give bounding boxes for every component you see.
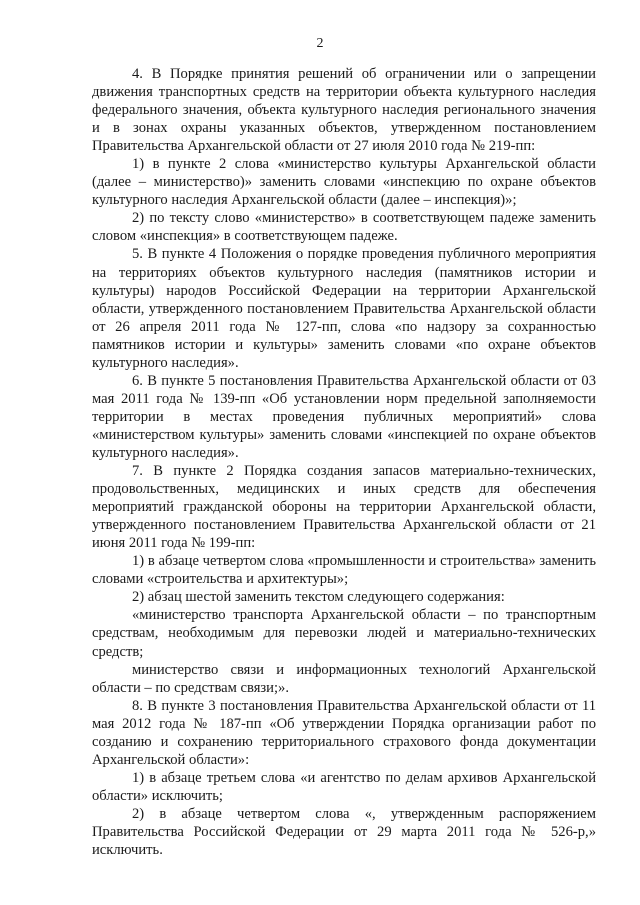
paragraph-item-7-2: 2) абзац шестой заменить текстом следующего содержания: xyxy=(132,589,505,606)
page-number: 2 xyxy=(316,36,324,51)
replacement-text-transport: «министерство транспорта Архангельской области – по транспортным средствам, необходимым для перевозки людей и материально-технических средств; xyxy=(92,607,596,660)
document-body xyxy=(92,65,596,859)
paragraph-item-8-2: 2) в абзаце четвертом слова «, утвержденным распоряжением Правительства Российской Федерации от 29 марта 2011 года № 526-р,» исключить. xyxy=(92,805,596,859)
paragraph-item-4-1: 1) в пункте 2 слова «министерство культуры Архангельской области (далее – министерство)» заменить словами «инспекцию по охране объектов культурного наследия Архангельской области (далее – инспекция)»; xyxy=(92,156,596,209)
paragraph-item-7: 7. В пункте 2 Порядка создания запасов материально-технических, продовольственных, медицинских и иных средств для обеспечения мероприятий гражданской обороны на территории Архангельской области, утвержденного постановлением Правительства Архангельской области от 21 июня 2011 года № 199-пп: xyxy=(92,463,596,552)
paragraph-item-8-1: 1) в абзаце третьем слова «и агентство по делам архивов Архангельской области» исключить; xyxy=(92,769,596,804)
paragraph-item-6: 6. В пункте 5 постановления Правительства Архангельской области от 03 мая 2011 года № 139-пп «Об установлении норм предельной заполняемости территории в местах проведения публичных мероприятий» слова «министерством культуры» заменить словами «инспекцией по охране объектов культурного наследия». xyxy=(92,372,596,461)
paragraph-item-7-1: 1) в абзаце четвертом слова «промышленности и строительства» заменить словами «строительства и архитектуры»; xyxy=(92,553,596,588)
paragraph-item-8: 8. В пункте 3 постановления Правительства Архангельской области от 11 мая 2012 года № 187-пп «Об утверждении Порядка организации работ по созданию и сохранению территориального страхового фонда документации Архангельской области»: xyxy=(92,697,596,768)
paragraph-item-5: 5. В пункте 4 Положения о порядке проведения публичного мероприятия на территориях объектов культурного наследия (памятников истории и культуры) народов Российской Федерации на территории Архангельской области, утвержденного постановлением Правительства Архангельской области от 26 апреля 2011 года № 127-пп, слова «по надзору за сохранностью памятников истории и культуры» заменить словами «по охране объектов культурного наследия». xyxy=(92,246,596,371)
paragraph-item-4-2: 2) по тексту слово «министерство» в соответствующем падеже заменить словом «инспекция» в соответствующем падеже. xyxy=(92,210,596,245)
replacement-text-communications: министерство связи и информационных технологий Архангельской области – по средствам связи;». xyxy=(92,661,596,696)
paragraph-item-4: 4. В Порядке принятия решений об ограничении или о запрещении движения транспортных средств на территории объекта культурного наследия федерального значения, объекта культурного наследия регионального значения и в зонах охраны указанных объектов, утвержденном постановлением Правительства Архангельской области от 27 июля 2010 года № 219-пп: xyxy=(92,66,596,155)
